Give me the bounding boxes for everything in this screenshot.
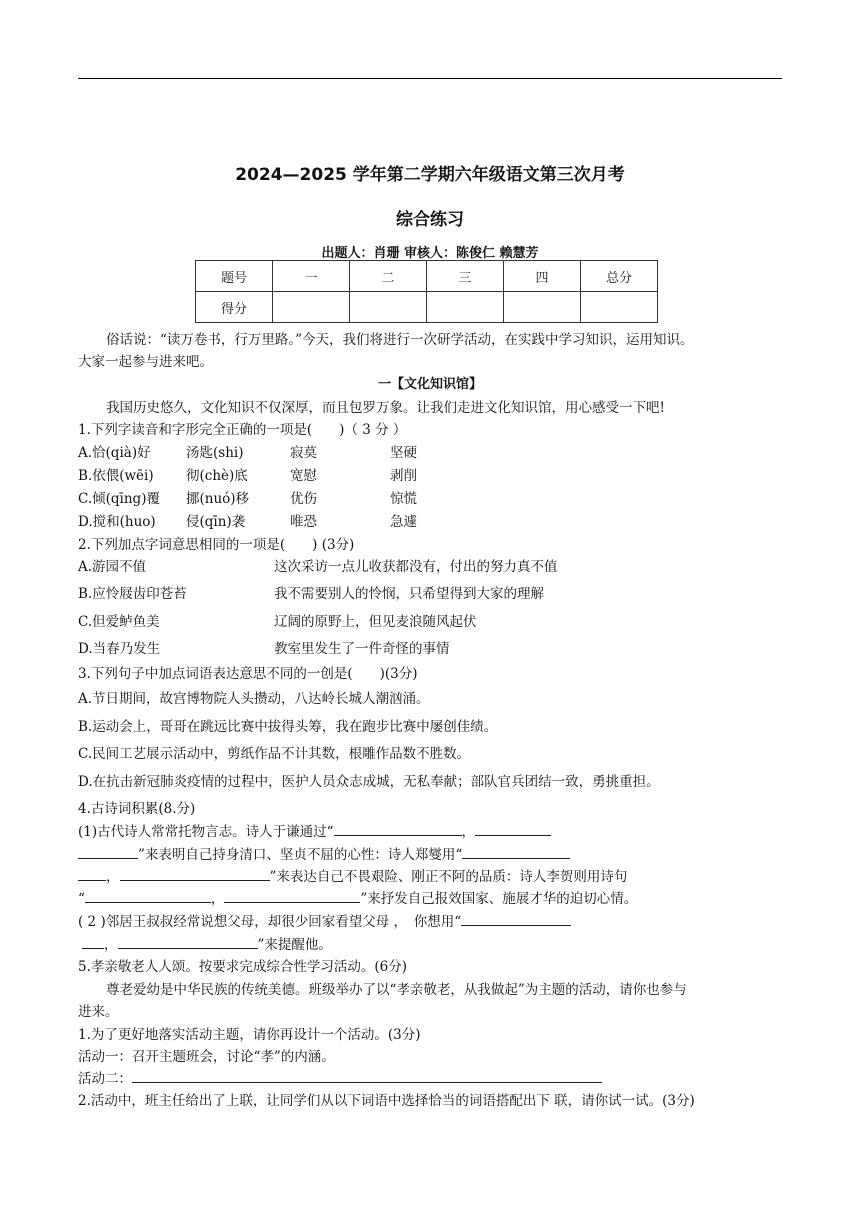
- intro-line: 俗话说：“读万卷书，行万里路。”今天，我们将进行一次研学活动，在实践中学习知识，运用知识。: [106, 332, 694, 348]
- answer-blank[interactable]: [78, 845, 138, 859]
- score-table: [195, 260, 658, 323]
- answer-blank[interactable]: [224, 889, 360, 903]
- exam-title: 2024—2025 学年第二学期六年级语文第三次月考: [235, 165, 625, 185]
- fill-line: [78, 845, 782, 865]
- exam-authors: 出题人：肖珊 审核人：陈俊仁 赖慧芳: [321, 246, 539, 261]
- fill-text: ，: [106, 869, 120, 885]
- option-line: A.节日期间，故宫博物院人头攒动，八达岭长城人潮汹涌。: [78, 691, 430, 707]
- sub-question: 1.为了更好地落实活动主题，请你再设计一个活动。(3分): [78, 1027, 421, 1043]
- score-cell: 总分: [581, 261, 658, 292]
- answer-blank[interactable]: [462, 845, 570, 859]
- option-cell: 宽慰: [290, 468, 317, 484]
- score-input-cell[interactable]: [504, 292, 581, 323]
- option-cell: B.应怜屐齿印苍苔: [78, 586, 187, 602]
- option-cell: 侵(qīn)袭: [186, 514, 246, 530]
- question-stem: 2.下列加点字词意思相同的一项是( ) (3分): [78, 537, 355, 553]
- answer-blank[interactable]: [85, 889, 211, 903]
- intro-line: 大家一起参与进来吧。: [78, 354, 213, 370]
- fill-line: [78, 935, 782, 955]
- answer-blank[interactable]: [334, 822, 462, 836]
- option-cell: C.但爱鲈鱼美: [78, 614, 160, 630]
- fill-line: [78, 822, 782, 842]
- fill-text: “: [78, 891, 85, 907]
- option-cell: D.搅和(huo): [78, 514, 156, 530]
- fill-text: (1)古代诗人常常托物言志。诗人于谦通过“: [78, 824, 334, 840]
- option-cell: A.游园不值: [78, 559, 147, 575]
- fill-line: [78, 889, 782, 909]
- option-cell: 急遽: [390, 514, 417, 530]
- fill-text: ，: [461, 824, 476, 840]
- exam-subtitle: 综合练习: [396, 210, 464, 230]
- option-cell: 惊慌: [390, 491, 417, 507]
- score-cell: 三: [427, 261, 504, 292]
- sub-question: 2.活动中，班主任给出了上联，让同学们从以下词语中选择恰当的词语搭配出下 联，请你试一试。(3分): [78, 1093, 695, 1109]
- score-input-cell[interactable]: [273, 292, 350, 323]
- option-cell: B.依偎(wēi): [78, 468, 154, 484]
- option-cell: 教室里发生了一件奇怪的事情: [274, 641, 450, 657]
- fill-text: ”来提醒他。: [257, 937, 332, 953]
- question-stem: 5.孝亲敬老人人颂。按要求完成综合性学习活动。(6分): [78, 959, 408, 975]
- question-stem: 4.古诗词积累(8.分): [78, 801, 196, 817]
- answer-blank[interactable]: [82, 935, 104, 949]
- option-cell: 彻(chè)底: [186, 468, 248, 484]
- fill-text: ”来表明自己持身清口、坚贞不屈的心性：诗人郑燮用“: [138, 847, 463, 863]
- fill-text: ，: [104, 937, 118, 953]
- fill-text: ，: [210, 891, 225, 907]
- activity-line: [78, 1069, 782, 1089]
- option-cell: 优伤: [290, 491, 317, 507]
- option-line: D.在抗击新冠肺炎疫情的过程中，医护人员众志成城，无私奉献；部队官兵团结一致，勇挑重担。: [78, 774, 660, 790]
- score-table-header-row: [196, 261, 658, 292]
- score-cell: 得分: [196, 292, 273, 323]
- fill-text: ( 2 )邻居王叔叔经常说想父母，却很少回家看望父母 ， 你想用“: [78, 914, 462, 930]
- answer-blank[interactable]: [475, 822, 551, 836]
- score-input-cell[interactable]: [427, 292, 504, 323]
- option-cell: D.当春乃发生: [78, 641, 161, 657]
- score-table-score-row: [196, 292, 658, 323]
- option-cell: 挪(nuó)移: [186, 491, 250, 507]
- option-cell: 这次采访一点儿收获都没有，付出的努力真不值: [274, 559, 558, 575]
- option-cell: C.倾(qīng)覆: [78, 491, 160, 507]
- question-stem: 3.下列句子中加点词语表达意思不同的一创是( )(3分): [78, 666, 418, 682]
- option-cell: 坚硬: [390, 445, 417, 461]
- question-stem: 1.下列字读音和字形完全正确的一项是( )（ 3 分 ）: [78, 422, 407, 438]
- score-cell: 四: [504, 261, 581, 292]
- score-input-cell[interactable]: [581, 292, 658, 323]
- answer-blank[interactable]: [118, 935, 258, 949]
- option-cell: 我不需要别人的怜悯，只希望得到大家的理解: [274, 586, 544, 602]
- fill-text: ”来表达自己不畏艰险、刚正不阿的品质：诗人李贺则用诗句: [269, 869, 628, 885]
- section-heading: 一【文化知识馆】: [377, 377, 482, 392]
- option-cell: 汤匙(shi): [186, 445, 244, 461]
- option-line: B.运动会上，哥哥在跳远比赛中拔得头筹，我在跑步比赛中屡创佳绩。: [78, 719, 498, 735]
- fill-line: [78, 867, 782, 887]
- option-cell: 剥削: [390, 468, 417, 484]
- score-cell: 题号: [196, 261, 273, 292]
- score-cell: 二: [350, 261, 427, 292]
- fill-text: ”来抒发自己报效国家、施展才华的迫切心情。: [360, 891, 638, 907]
- activity-label: 活动二：: [78, 1071, 132, 1087]
- answer-blank[interactable]: [132, 1069, 602, 1083]
- fill-line: [78, 912, 782, 932]
- activity-line: 活动一：召开主题班会，讨论“孝”的内涵。: [78, 1049, 335, 1065]
- option-line: C.民间工艺展示活动中，剪纸作品不计其数，根雕作品数不胜数。: [78, 746, 471, 762]
- option-cell: 唯恐: [290, 514, 317, 530]
- option-cell: A.恰(qià)好: [78, 445, 151, 461]
- answer-blank[interactable]: [461, 912, 571, 926]
- option-cell: 寂莫: [290, 445, 317, 461]
- header-rule: [78, 78, 782, 79]
- section-intro: 我国历史悠久，文化知识不仅深厚，而且包罗万象。让我们走进文化知识馆，用心感受一下吧!: [106, 400, 665, 416]
- score-input-cell[interactable]: [350, 292, 427, 323]
- paragraph-line: 尊老爱幼是中华民族的传统美德。班级举办了以“孝亲敬老，从我做起”为主题的活动，请你也参与: [106, 982, 687, 998]
- answer-blank[interactable]: [78, 867, 106, 881]
- score-cell: 一: [273, 261, 350, 292]
- paragraph-line: 进来。: [78, 1004, 119, 1020]
- option-cell: 辽阔的原野上，但见麦浪随风起伏: [274, 614, 477, 630]
- answer-blank[interactable]: [120, 867, 270, 881]
